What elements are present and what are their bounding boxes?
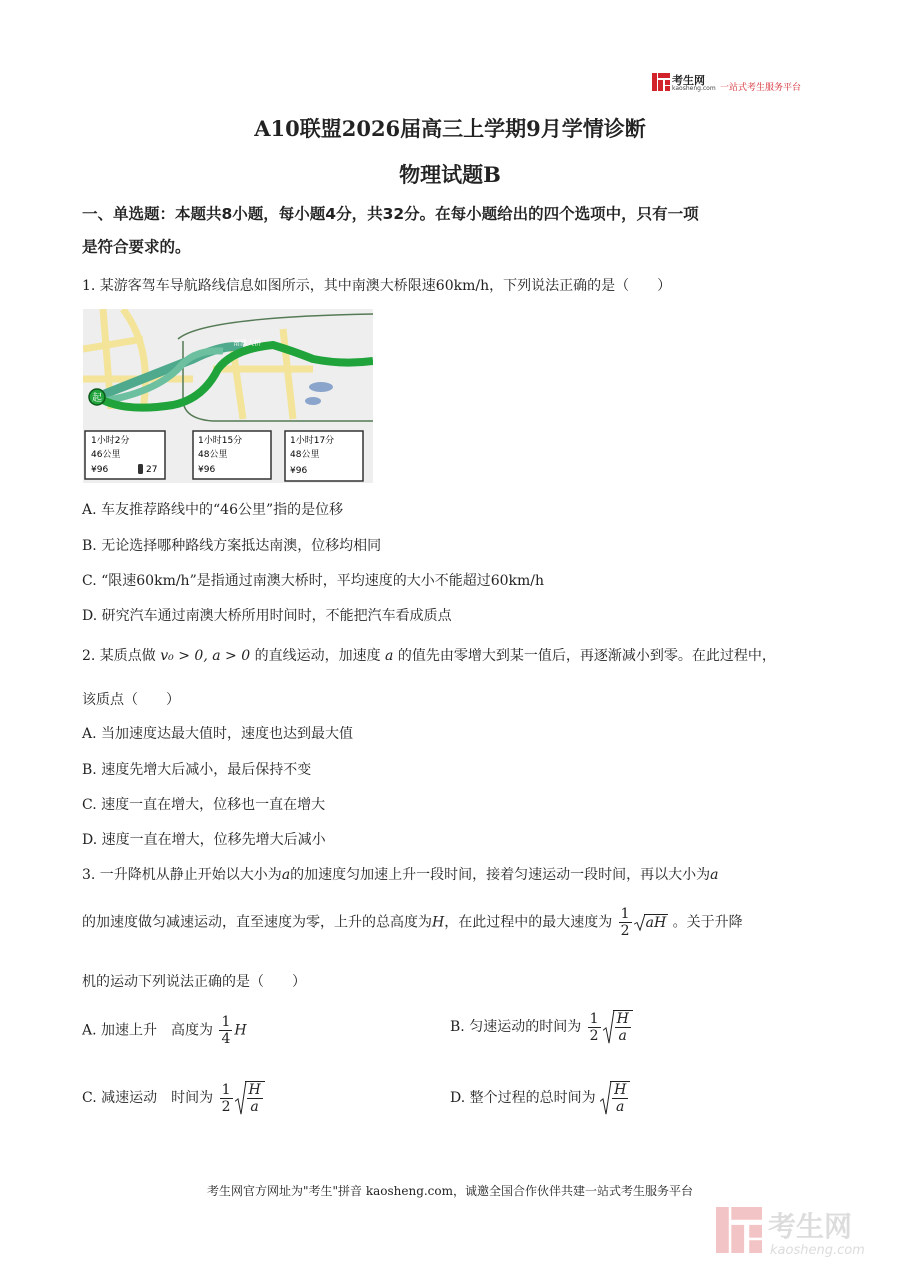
q3-opt-c-a: a bbox=[250, 1099, 259, 1115]
q3-opt-b-H: H bbox=[616, 1011, 629, 1027]
header-logo bbox=[652, 72, 822, 96]
q3-sqrt-aH bbox=[634, 914, 669, 931]
section-heading-line1: 一、单选题：本题共8小题，每小题4分，共32分。在每小题给出的四个选项中，只有一项 bbox=[82, 205, 699, 223]
page-footer: 考生网官方网址为"考生"拼音 kaosheng.com，诚邀全国合作伙伴共建一站式考生服务平台 bbox=[206, 1184, 694, 1198]
route-1-distance: 46公里 bbox=[91, 450, 121, 460]
q3-opt-c-num: 1 bbox=[221, 1081, 231, 1098]
q2-option-a: A. 当加速度达最大值时，速度也达到最大值 bbox=[82, 726, 354, 742]
q3-stem-c: 的加速度做匀减速运动，直至速度为零，上升的总高度为 bbox=[82, 914, 432, 931]
start-label: 起 bbox=[92, 393, 102, 404]
q3-opt-d-a: a bbox=[616, 1099, 625, 1115]
q3-stem-f: 机的运动下列说法正确的是（ ） bbox=[82, 974, 306, 990]
q2-var-a: a bbox=[385, 648, 394, 664]
q1-stem: 1. 某游客驾车导航路线信息如图所示，其中南澳大桥限速60km/h，下列说法正确的是（ ） bbox=[82, 278, 672, 294]
navigation-map-figure bbox=[83, 309, 373, 483]
q2-stem-d: 该质点（ ） bbox=[82, 692, 180, 708]
page-title: A10联盟2026届高三上学期9月学情诊断 bbox=[254, 116, 646, 141]
route-1-lights: 27 bbox=[146, 465, 158, 475]
q3-frac-den: 2 bbox=[620, 923, 630, 939]
q3-stem-d: ，在此过程中的最大速度为 bbox=[444, 914, 613, 931]
q3-stem-e: 。关于升降 bbox=[672, 914, 743, 931]
logo-name: 考生网 bbox=[672, 74, 705, 87]
q3-option-c bbox=[82, 1081, 265, 1115]
route-box-2 bbox=[193, 431, 271, 479]
q3-option-b-label: B. 匀速运动的时间为 bbox=[450, 1019, 582, 1035]
q3-option-d-sqrt bbox=[600, 1081, 630, 1115]
q3-var-H: H bbox=[432, 914, 445, 931]
q1-option-d: D. 研究汽车通过南澳大桥所用时间时，不能把汽车看成质点 bbox=[82, 608, 452, 624]
q1-option-c: C. “限速60km/h”是指通过南澳大桥时，平均速度的大小不能超过60km/h bbox=[82, 573, 545, 589]
q3-option-b bbox=[450, 1010, 633, 1044]
q3-opt-a-H: H bbox=[234, 1022, 247, 1039]
q3-var-a-2: a bbox=[710, 867, 719, 883]
route-2-cost: ¥96 bbox=[198, 465, 216, 475]
q2-option-d: D. 速度一直在增大，位移先增大后减小 bbox=[82, 832, 326, 848]
q2-stem-c: 的值先由零增大到某一值后，再逐渐减小到零。在此过程中， bbox=[397, 648, 776, 664]
kaosheng-logo-icon bbox=[652, 73, 670, 91]
logo-domain: kaosheng.com bbox=[672, 85, 716, 92]
section-heading-line2: 是符合要求的。 bbox=[82, 238, 191, 256]
q3-option-c-label: C. 减速运动 时间为 bbox=[82, 1090, 214, 1106]
q3-option-d bbox=[450, 1081, 630, 1115]
q3-stem-line1 bbox=[82, 864, 719, 884]
q3-option-c-fraction bbox=[220, 1082, 233, 1115]
q3-option-b-fraction bbox=[588, 1011, 601, 1044]
q3-max-speed-fraction bbox=[619, 906, 632, 939]
q2-option-c: C. 速度一直在增大，位移也一直在增大 bbox=[82, 797, 326, 813]
q3-stem-b: 的加速度匀加速上升一段时间，接着匀速运动一段时间，再以大小为 bbox=[290, 867, 711, 883]
q3-stem-line2 bbox=[82, 906, 743, 939]
watermark-domain: kaosheng.com bbox=[770, 1243, 865, 1258]
q2-option-b: B. 速度先增大后减小，最后保持不变 bbox=[82, 762, 312, 778]
q3-option-c-sqrt bbox=[235, 1081, 265, 1115]
route-1-time: 1小时2分 bbox=[91, 436, 130, 446]
q3-sqrt-body: aH bbox=[645, 915, 667, 931]
q3-var-a: a bbox=[281, 867, 291, 883]
route-3-time: 1小时17分 bbox=[290, 436, 335, 446]
q3-opt-a-num: 1 bbox=[221, 1014, 231, 1030]
route-1-cost: ¥96 bbox=[91, 465, 109, 475]
q3-opt-d-H: H bbox=[614, 1082, 627, 1098]
q2-stem-b: 的直线运动，加速度 bbox=[254, 648, 381, 664]
q3-opt-a-den: 4 bbox=[221, 1031, 231, 1047]
q1-option-b: B. 无论选择哪种路线方案抵达南澳，位移均相同 bbox=[82, 538, 382, 554]
logo-slogan: 一站式考生服务平台 bbox=[720, 83, 802, 93]
route-3-distance: 48公里 bbox=[290, 450, 320, 460]
q3-frac-num: 1 bbox=[620, 906, 630, 922]
watermark-name: 考生网 bbox=[768, 1210, 853, 1243]
page-subtitle: 物理试题B bbox=[399, 162, 501, 187]
q3-option-a-label: A. 加速上升 高度为 bbox=[82, 1022, 214, 1039]
q2-stem-a: 2. 某质点做 bbox=[82, 648, 156, 664]
route-2-time: 1小时15分 bbox=[198, 436, 243, 446]
q2-stem-line1 bbox=[82, 645, 776, 665]
section-heading bbox=[82, 198, 822, 264]
q3-stem-a: 3. 一升降机从静止开始以大小为 bbox=[82, 867, 282, 883]
q3-option-a bbox=[82, 1014, 247, 1047]
route-3-cost: ¥96 bbox=[290, 466, 308, 476]
watermark-logo-icon bbox=[716, 1205, 762, 1255]
q3-option-b-sqrt bbox=[603, 1010, 633, 1044]
watermark-logo bbox=[716, 1203, 886, 1263]
route-2-distance: 48公里 bbox=[198, 450, 228, 460]
q3-option-d-label: D. 整个过程的总时间为 bbox=[450, 1090, 596, 1106]
q3-opt-c-den: 2 bbox=[221, 1098, 231, 1115]
route-box-1 bbox=[85, 431, 165, 479]
q3-opt-b-a: a bbox=[618, 1028, 627, 1044]
traffic-light-icon bbox=[138, 464, 143, 474]
q2-condition: v₀ > 0, a > 0 bbox=[160, 648, 251, 664]
q3-option-a-fraction bbox=[219, 1014, 232, 1047]
q3-opt-b-num: 1 bbox=[589, 1010, 599, 1027]
q1-option-a: A. 车友推荐路线中的“46公里”指的是位移 bbox=[82, 502, 344, 518]
q3-opt-c-H: H bbox=[248, 1082, 261, 1098]
bridge-label: 南澳大桥 bbox=[233, 339, 261, 347]
q3-opt-b-den: 2 bbox=[589, 1027, 599, 1044]
route-box-3 bbox=[285, 431, 363, 481]
